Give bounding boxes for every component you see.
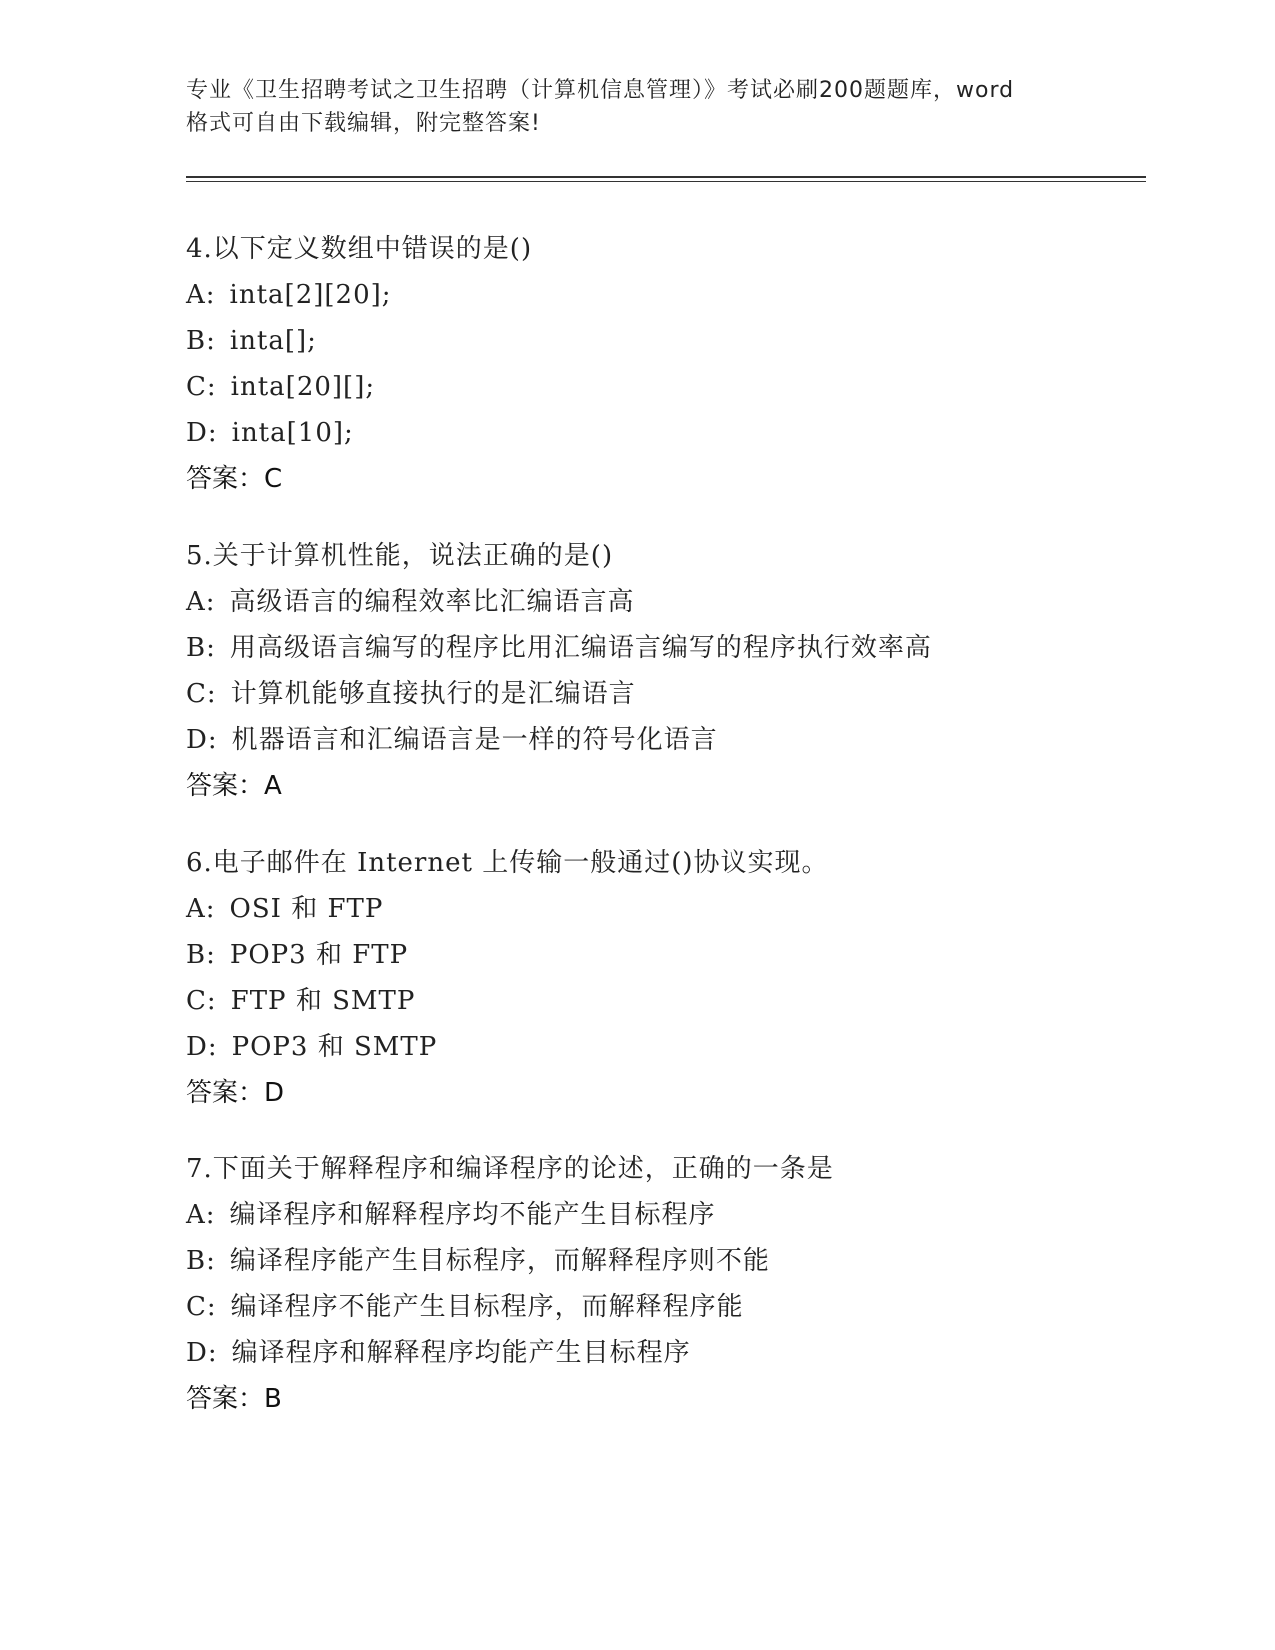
option-text: 计算机能够直接执行的是汇编语言: [230, 679, 636, 709]
question-block: [186, 226, 1186, 502]
option-separator: :: [206, 986, 217, 1016]
option-text: inta[20][];: [230, 372, 376, 402]
option-separator: :: [207, 725, 218, 755]
answer-line: [186, 763, 1186, 809]
option-text: 编译程序和解释程序均不能产生目标程序: [229, 1200, 716, 1230]
option-text: inta[10];: [231, 418, 354, 448]
option-text: 用高级语言编写的程序比用汇编语言编写的程序执行效率高: [229, 633, 932, 663]
option-separator: :: [206, 940, 216, 970]
answer-line: [186, 1070, 1186, 1116]
option-key: C: [186, 372, 207, 402]
header-line-2: 格式可自由下载编辑，附完整答案!: [186, 111, 541, 136]
answer-label: 答案：: [186, 1384, 265, 1414]
option-text: POP3 和 SMTP: [231, 1032, 438, 1062]
question-stem: 7.下面关于解释程序和编译程序的论述，正确的一条是: [186, 1154, 834, 1184]
option-text: inta[];: [229, 326, 317, 356]
question-block: [186, 840, 1186, 1116]
option-separator: :: [206, 633, 216, 663]
option-key: C: [186, 986, 207, 1016]
option-separator: :: [207, 418, 218, 448]
option-line: [186, 978, 1186, 1024]
option-text: 编译程序和解释程序均能产生目标程序: [231, 1338, 691, 1368]
answer-line: [186, 456, 1186, 502]
option-line: [186, 272, 1186, 318]
answer-value: A: [264, 771, 282, 801]
option-line: [186, 318, 1186, 364]
option-separator: :: [205, 280, 216, 310]
option-line: [186, 717, 1186, 763]
option-separator: :: [206, 372, 217, 402]
option-key: D: [186, 1338, 208, 1368]
answer-label: 答案：: [186, 464, 265, 494]
option-key: B: [186, 633, 207, 663]
question-stem: 6.电子邮件在 Internet 上传输一般通过()协议实现。: [186, 848, 829, 878]
option-key: A: [186, 1200, 206, 1230]
answer-label: 答案：: [186, 1078, 265, 1108]
option-key: B: [186, 940, 207, 970]
header-line-1: 专业《卫生招聘考试之卫生招聘（计算机信息管理）》考试必刷200题题库，word: [186, 78, 1015, 103]
answer-value: D: [264, 1078, 285, 1108]
option-text: OSI 和 FTP: [229, 894, 384, 924]
option-line: [186, 579, 1186, 625]
option-separator: :: [207, 1032, 218, 1062]
option-line: [186, 886, 1186, 932]
option-text: 编译程序能产生目标程序，而解释程序则不能: [229, 1246, 770, 1276]
header-rule-thick: [186, 176, 1146, 178]
option-key: A: [186, 280, 206, 310]
option-text: inta[2][20];: [229, 280, 392, 310]
document-header: [186, 74, 1086, 140]
option-text: 编译程序不能产生目标程序，而解释程序能: [230, 1292, 744, 1322]
option-line: [186, 364, 1186, 410]
option-separator: :: [206, 679, 217, 709]
option-key: A: [186, 587, 206, 617]
option-text: 机器语言和汇编语言是一样的符号化语言: [231, 725, 718, 755]
option-key: C: [186, 1292, 207, 1322]
option-text: 高级语言的编程效率比汇编语言高: [229, 587, 635, 617]
option-line: [186, 1330, 1186, 1376]
option-key: C: [186, 679, 207, 709]
option-separator: :: [206, 1246, 216, 1276]
answer-value: B: [264, 1384, 282, 1414]
option-key: B: [186, 1246, 207, 1276]
option-line: [186, 932, 1186, 978]
option-key: D: [186, 418, 208, 448]
option-line: [186, 410, 1186, 456]
header-rule-thin: [186, 181, 1146, 182]
option-text: POP3 和 FTP: [229, 940, 409, 970]
option-separator: :: [206, 326, 216, 356]
answer-line: [186, 1376, 1186, 1422]
answer-label: 答案：: [186, 771, 265, 801]
option-text: FTP 和 SMTP: [230, 986, 416, 1016]
option-key: A: [186, 894, 206, 924]
question-stem: 5.关于计算机性能，说法正确的是(): [186, 541, 614, 571]
option-line: [186, 1024, 1186, 1070]
option-line: [186, 671, 1186, 717]
answer-value: C: [264, 464, 283, 494]
question-block: [186, 1146, 1186, 1422]
question-stem: 4.以下定义数组中错误的是(): [186, 234, 533, 264]
option-separator: :: [207, 1338, 218, 1368]
option-separator: :: [205, 587, 216, 617]
option-separator: :: [206, 1292, 217, 1322]
option-key: B: [186, 326, 207, 356]
option-line: [186, 1192, 1186, 1238]
option-key: D: [186, 725, 208, 755]
option-line: [186, 1284, 1186, 1330]
option-line: [186, 625, 1186, 671]
option-line: [186, 1238, 1186, 1284]
option-key: D: [186, 1032, 208, 1062]
option-separator: :: [205, 894, 216, 924]
option-separator: :: [205, 1200, 216, 1230]
question-block: [186, 533, 1186, 809]
